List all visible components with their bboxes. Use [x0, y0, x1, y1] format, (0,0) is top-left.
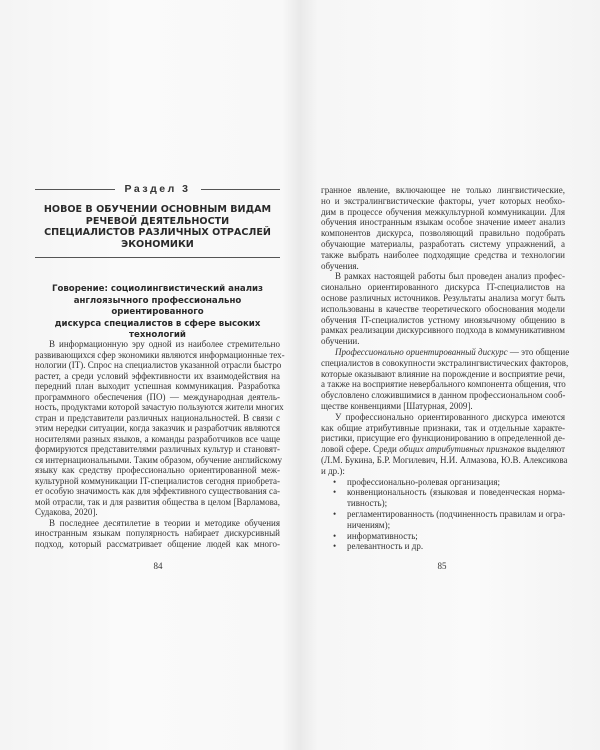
text-line: передний план выходит успешная коммуникация. Разработка: [35, 381, 280, 391]
text-line: стран и представители различных национальностей. В связи с: [35, 412, 280, 423]
paragraph: [321, 346, 570, 412]
text-line: языку как средству профессионально ориентированной меж-: [35, 465, 280, 475]
text-line: нологии (IT). Спрос на специалистов указанной отрасли быстро: [35, 360, 282, 370]
text-line: ся интернациональными. Таким образом, обучение английскому: [35, 454, 282, 465]
text-line: подход, который рассматривает общение людей как много-: [35, 538, 280, 549]
text-line: иностранным языкам популярность набирает дискурсивный: [35, 528, 280, 538]
text-line: ристики, присущие его функционированию в определенной де-: [321, 433, 565, 444]
text-line: профессионально-ролевая организация;: [347, 476, 500, 487]
text-line: Судакова, 2020].: [35, 507, 98, 517]
page-number-left: 84: [153, 561, 163, 571]
bullet-icon: •: [333, 541, 337, 552]
text-line: У профессионально ориентированного дискурса имеются: [335, 411, 565, 422]
text-line: рамках реализации дискурсивного подхода в коммуникативном: [321, 325, 565, 336]
title-divider: [35, 257, 280, 258]
bullet-icon: •: [333, 476, 337, 487]
text-line: мой отрасли, так и для развития общества в целом [Варламова,: [35, 496, 280, 507]
text-line: как общие атрибутивные признаки, так и отдельные характе-: [321, 422, 565, 433]
text-line: которые оказывают влияние на порождение и восприятие речи,: [321, 368, 565, 379]
text-line: обучающие материалы, разработать систему упражнений, а: [321, 238, 565, 249]
title-line: РЕЧЕВОЙ ДЕЯТЕЛЬНОСТИ: [85, 215, 230, 227]
title-line: НОВОЕ В ОБУЧЕНИИ ОСНОВНЫМ ВИДАМ: [43, 204, 272, 215]
text-line: В рамках настоящей работы был проведен анализ профес-: [335, 271, 565, 282]
text-line: а также на восприятие невербального компонента общения, что: [321, 379, 566, 390]
text-line: специалистов в совокупности экстралингвистических факторов,: [321, 357, 569, 368]
paragraph: [35, 518, 280, 550]
list-item: [321, 509, 565, 531]
text-line: ществе конвенциями [Шатурная, 2009].: [321, 400, 473, 411]
divider: [35, 189, 115, 190]
italic-term: Профессионально ориентированный дискурс: [335, 346, 508, 357]
text-line: (Л.М. Букина, Б.Р. Могилевич, Н.И. Алмазова, Ю.В. Алексикова: [321, 454, 568, 465]
text-line: гранное явление, включающее не только лингвистические,: [321, 185, 565, 195]
paragraph: [321, 185, 565, 271]
section-heading: [35, 181, 280, 197]
text-line: также выбрать наиболее подходящие средства и технологии: [321, 249, 565, 260]
text-line: конвенциональность (языковая и поведенческая норма-: [347, 487, 565, 498]
text-line: компонентов дискурса, позволяющий правильно подобрать: [321, 228, 565, 239]
bullet-icon: •: [333, 487, 337, 498]
text-line: В последнее десятилетие в теории и методике обучения: [49, 517, 280, 528]
paragraph: [35, 339, 285, 518]
italic-term: общих атрибутивных признаков: [399, 444, 525, 455]
text-line: этим нередки ситуации, когда заказчик и разработчик являются: [35, 423, 280, 433]
text-line: тивность);: [347, 498, 388, 509]
title-line: СПЕЦИАЛИСТОВ РАЗЛИЧНЫХ ОТРАСЛЕЙ: [44, 227, 271, 239]
text-line: обучения иностранным языкам особое значение имеет анализ: [321, 217, 565, 228]
paragraph: [321, 411, 568, 477]
text-line: сионально ориентированного дискурса IT-специалистов на: [321, 282, 565, 293]
text-line: дим в процессе обучения межкультурной коммуникации. Для: [321, 206, 565, 217]
page-number-right: 85: [437, 561, 447, 571]
text-segment: ловой сфере. Среди: [321, 444, 400, 455]
text-line: регламентированность (подчиненность правилам и огра-: [347, 508, 566, 519]
title-line: ЭКОНОМИКИ: [121, 238, 194, 250]
text-line: развивающихся сфер экономики являются информационные тех-: [35, 349, 285, 360]
subtitle-line: англоязычного профессионально ориентированного: [73, 295, 242, 317]
bullet-icon: •: [333, 508, 337, 519]
text-line: обучения IT-специалистов устному иноязычному общению в: [321, 314, 565, 325]
divider: [201, 189, 281, 190]
left-page-body: [35, 339, 285, 549]
text-line: растет, а среди условий эффективности их взаимодействия на: [35, 370, 280, 381]
article-subtitle: [30, 284, 285, 342]
text-line: использованы в качестве теоретического обоснования модели: [321, 303, 565, 314]
text-line: формируются представителями различных культур и становят-: [35, 444, 280, 454]
text-line: и др.):: [321, 465, 345, 476]
text-line: [321, 346, 570, 358]
text-line: В информационную эру одной из наиболее стремительно: [49, 339, 280, 349]
right-page-body: [321, 185, 570, 552]
text-segment: — это общение: [507, 346, 570, 357]
text-line: релевантность и др.: [347, 541, 424, 552]
text-line: но и экстралингвистические факторы, учет которых необхо-: [321, 195, 565, 206]
text-line: основе различных источников. Результаты анализа могут быть: [321, 292, 565, 303]
subtitle-line: дискурса специалистов в сфере высоких технологий: [54, 318, 261, 340]
text-line: [321, 444, 565, 455]
text-line: обусловлено сложившимися в данном профессиональном сооб-: [321, 390, 566, 401]
text-line: информативность;: [347, 530, 418, 541]
list-item: [321, 531, 565, 542]
text-line: обучении.: [321, 336, 360, 347]
list-item: [321, 541, 565, 552]
subtitle-line: Говорение: социолингвистический анализ: [51, 284, 264, 294]
text-line: ность, продуктами которой зачастую пользуются жители многих: [35, 402, 284, 412]
text-line: обучения.: [321, 260, 359, 271]
list-item: [321, 487, 565, 509]
text-segment: выделяют: [524, 444, 566, 455]
paragraph: [321, 271, 565, 347]
text-line: ет особую значимость как для эффективного существования са-: [35, 486, 281, 496]
list-item: [321, 477, 565, 488]
section-label: Раздел 3: [124, 183, 191, 195]
bullet-icon: •: [333, 530, 337, 541]
chapter-title: [35, 204, 280, 250]
text-line: культурной коммуникации IT-специалистов сегодня приобрета-: [35, 475, 280, 486]
text-line: программного обеспечения (ПО) — международная деятель-: [35, 391, 280, 402]
text-line: ничениям);: [347, 519, 391, 530]
text-line: носителями разных языков, а команды разработчиков все чаще: [35, 433, 280, 444]
